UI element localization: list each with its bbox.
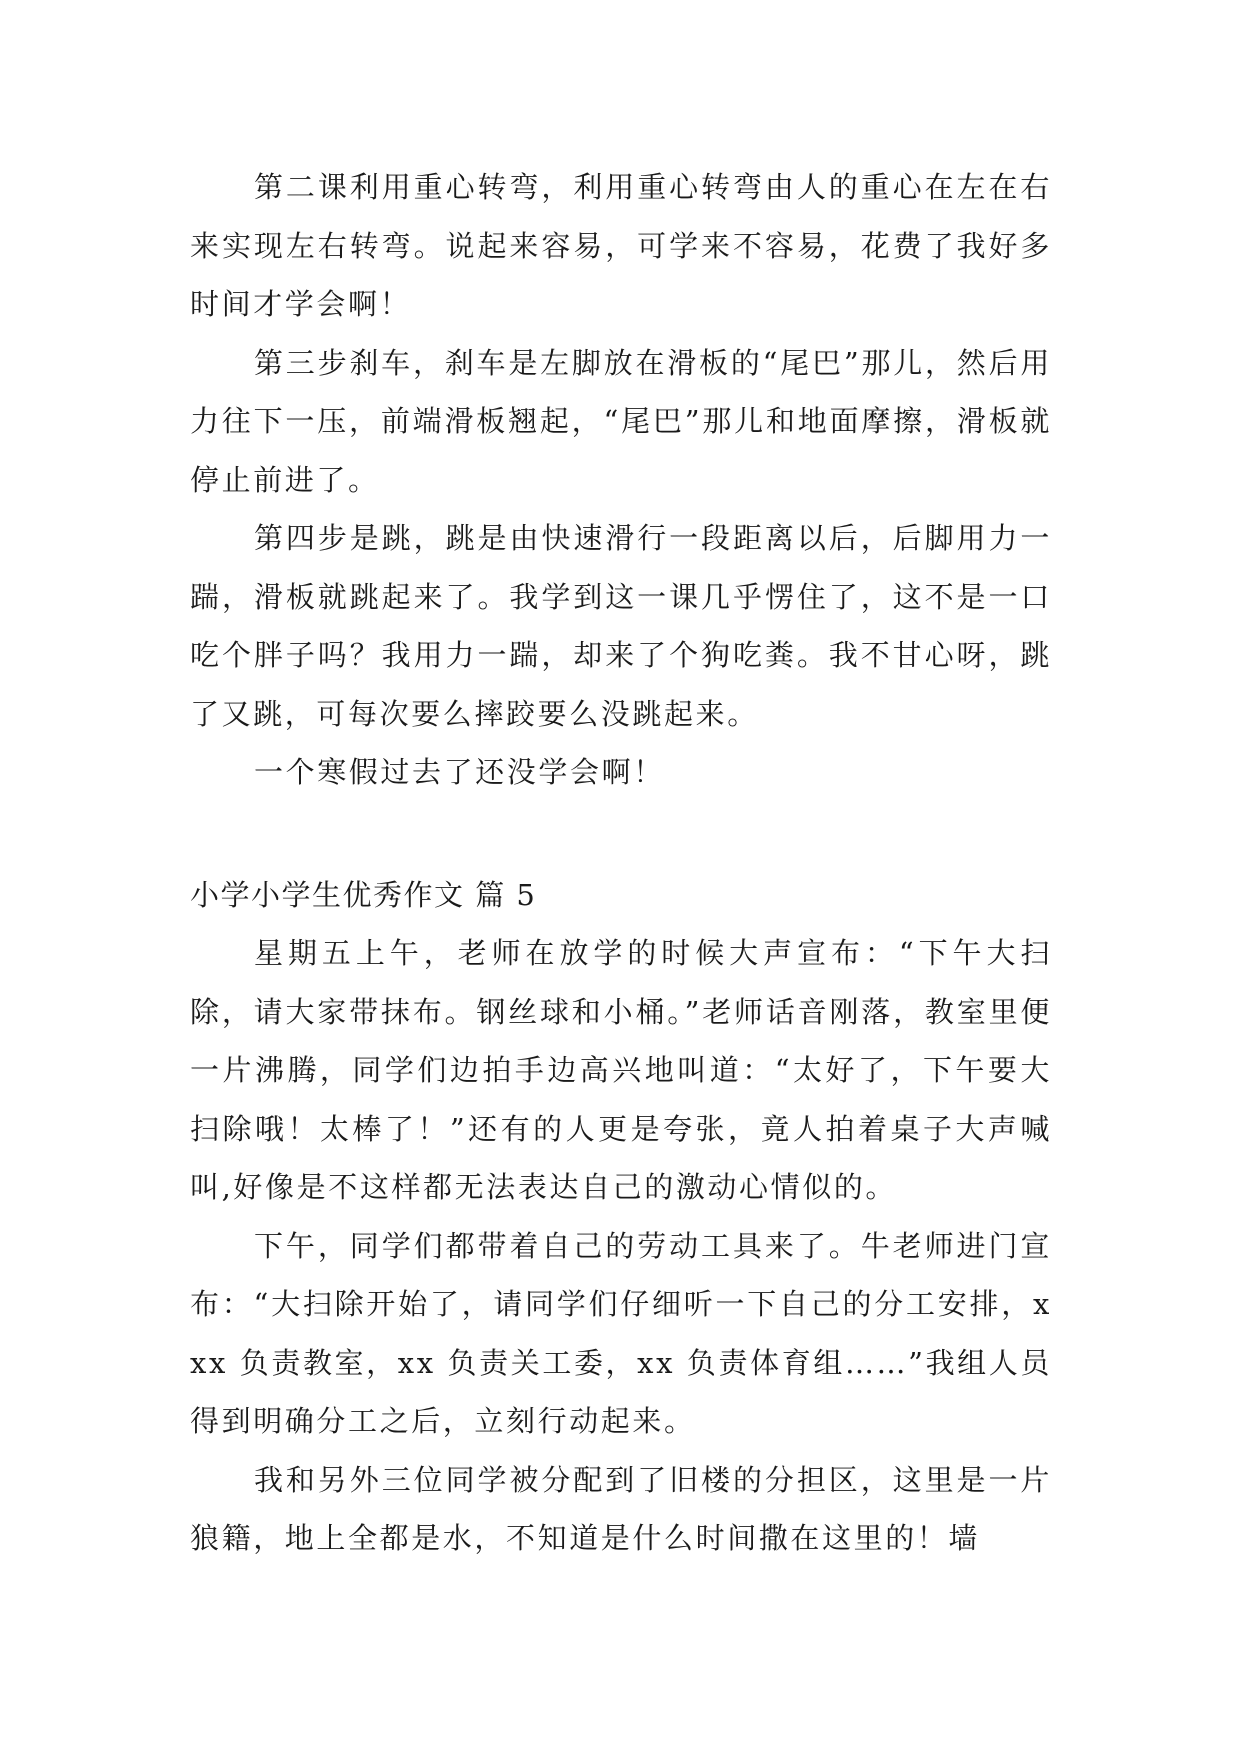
paragraph-braking: 第三步刹车，刹车是左脚放在滑板的“尾巴”那儿，然后用力往下一压，前端滑板翘起，“尾巴”那儿和地面摩擦，滑板就停止前进了。 — [190, 345, 1052, 497]
paragraph-jumping: 第四步是跳，跳是由快速滑行一段距离以后，后脚用力一踹，滑板就跳起来了。我学到这一课几乎愣住了，这不是一口吃个胖子吗？我用力一踹，却来了个狗吃粪。我不甘心呀，跳了又跳，可每次要么摔跤要么没跳起来。 — [190, 521, 1052, 731]
paragraph-old-building: 我和另外三位同学被分配到了旧楼的分担区，这里是一片狼籍，地上全都是水，不知道是什么时间撒在这里的！墙 — [190, 1462, 1052, 1555]
paragraph-friday-announcement: 星期五上午，老师在放学的时候大声宣布：“下午大扫除，请大家带抹布。钢丝球和小桶。”老师话音刚落，教室里便一片沸腾，同学们边拍手边高兴地叫道：“太好了，下午要大扫除哦！太棒了！”还有的人更是夸张，竟人拍着桌子大声喊叫,好像是不这样都无法表达自己的激动心情似的。 — [190, 936, 1052, 1204]
paragraph-turning: 第二课利用重心转弯，利用重心转弯由人的重心在左在右来实现左右转弯。说起来容易，可学来不容易，花费了我好多时间才学会啊！ — [190, 170, 1052, 321]
paragraph-winter-break: 一个寒假过去了还没学会啊！ — [254, 755, 665, 789]
document-body — [190, 158, 1052, 1568]
paragraph-afternoon-assignment: 下午，同学们都带着自己的劳动工具来了。牛老师进门宣布：“大扫除开始了，请同学们仔细听一下自己的分工安排，xxx 负责教室，xx 负责关工委，xx 负责体育组……”我组人员得到明确分工之后，立刻行动起来。 — [190, 1228, 1052, 1438]
section-heading: 小学小学生优秀作文 篇 5 — [190, 877, 537, 912]
